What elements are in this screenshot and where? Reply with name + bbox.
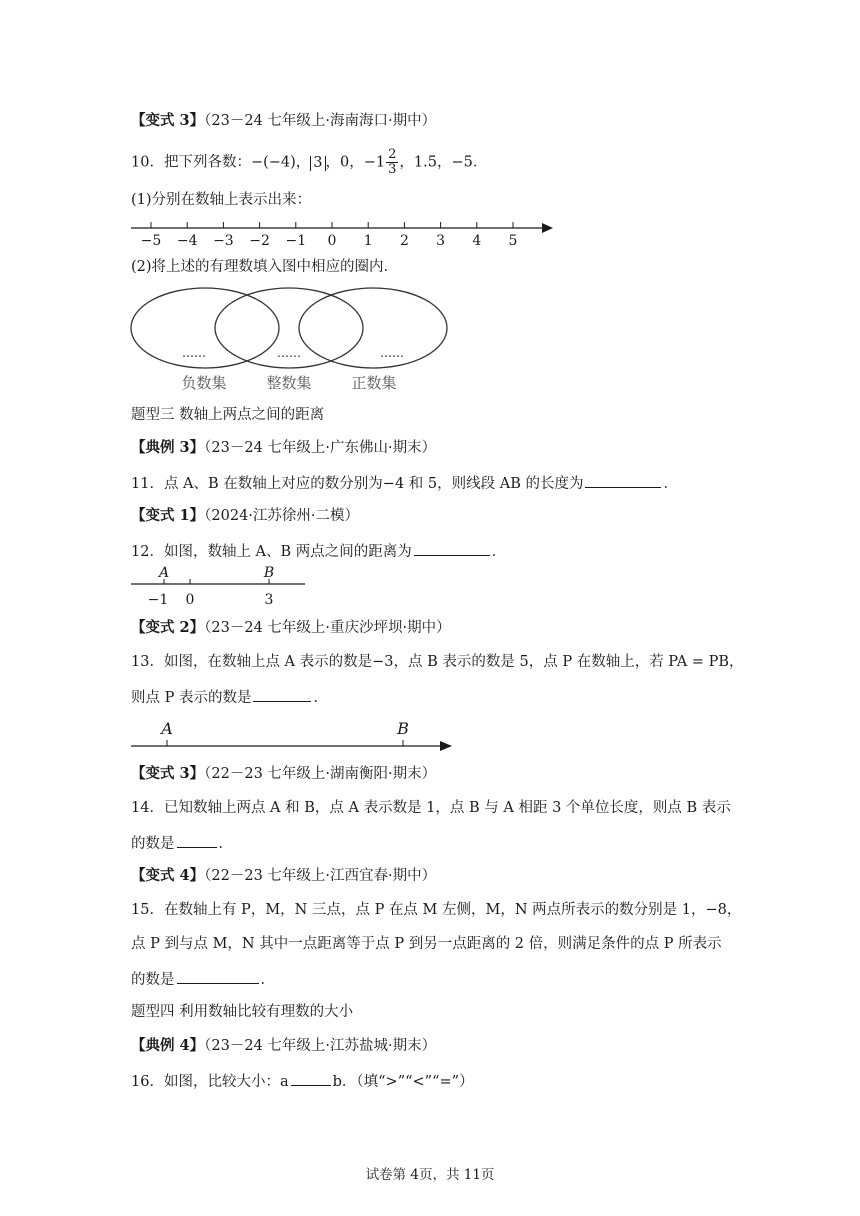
q13-question-line2: 则点 P 表示的数是 ． — [131, 686, 328, 708]
mixed-number-whole: −1 — [363, 154, 386, 171]
source-note: （22－23 七年级上·湖南衡阳·期末） — [204, 766, 437, 782]
tick-label: −1 — [285, 233, 307, 249]
positive-set-dots: …… — [380, 346, 404, 360]
number-abs-3: 3 — [310, 156, 325, 171]
source-note: （2024·江苏徐州·二模） — [204, 508, 360, 524]
point-b-label: B — [397, 719, 409, 738]
tick-label: −5 — [140, 233, 162, 249]
variant-tag: 【变式 1】 — [131, 507, 205, 524]
negative-set-ellipse — [131, 288, 279, 368]
tick-label: 5 — [508, 233, 518, 249]
point-b-label: B — [263, 565, 275, 581]
positive-set-ellipse — [299, 288, 447, 368]
mixed-number-fraction — [386, 148, 398, 177]
q14-question-line2: 的数是 ． — [131, 832, 233, 854]
negative-set-dots: …… — [182, 346, 206, 360]
q14-header — [131, 764, 436, 784]
tick-label: 0 — [327, 233, 337, 249]
q10-question: 10．把下列各数：−(−4)， 3 ，0，−1 $\frac{2}{3}$ ，1.5，−5． — [131, 147, 488, 177]
answer-blank[interactable] — [291, 1070, 331, 1086]
q16-question: 16．如图，比较大小：a b．（填“>”“<”“=”） — [131, 1070, 474, 1092]
example-tag: 【典例 3】 — [131, 439, 205, 456]
q10-part1: (1)分别在数轴上表示出来： — [131, 192, 312, 208]
answer-blank[interactable] — [414, 540, 490, 556]
q13-question-line1: 13．如图，在数轴上点 A 表示的数是−3，点 B 表示的数是 5，点 P 在数轴上，若 PA = PB， — [131, 654, 744, 670]
integer-set-ellipse — [215, 288, 363, 368]
q15-question-line1: 15．在数轴上有 P，M，N 三点，点 P 在点 M 左侧，M，N 两点所表示的数分别是 1，−8， — [131, 902, 742, 918]
q15-header — [131, 866, 436, 886]
tick-label: 3 — [264, 592, 274, 608]
variant-tag: 【变式 3】 — [131, 112, 205, 129]
integer-set-dots: …… — [277, 346, 301, 360]
tick-label: −3 — [213, 233, 234, 249]
q15-question-line2: 点 P 到与点 M，N 其中一点距离等于点 P 到另一点距离的 2 倍，则满足条件的点 P 所表示 — [131, 936, 722, 952]
section-heading-3: 题型三 数轴上两点之间的距离 — [131, 407, 325, 423]
number-zero: 0 — [340, 154, 350, 171]
tick-label: 3 — [436, 233, 446, 249]
source-note: （22－23 七年级上·江西宜春·期中） — [204, 868, 437, 884]
variant-tag: 【变式 3】 — [131, 765, 205, 782]
source-note: （23－24 七年级上·广东佛山·期末） — [204, 440, 437, 456]
answer-blank[interactable] — [253, 686, 311, 702]
section-heading-4: 题型四 利用数轴比较有理数的大小 — [131, 1004, 354, 1020]
point-a-label: A — [158, 565, 170, 581]
source-note: （23－24 七年级上·重庆沙坪坝·期中） — [204, 620, 451, 636]
positive-set-label: 正数集 — [351, 374, 397, 392]
negative-set-label: 负数集 — [181, 374, 227, 392]
tick-label: 1 — [363, 233, 373, 249]
point-a-label: A — [161, 719, 173, 738]
fraction-numerator: 2 — [388, 147, 397, 162]
tick-label: 2 — [399, 233, 409, 249]
tick-label: −1 — [147, 592, 169, 608]
variant-tag: 【变式 4】 — [131, 867, 205, 884]
q11-header — [131, 438, 436, 458]
q10-header — [131, 111, 436, 131]
q16-header — [131, 1036, 436, 1056]
variant-tag: 【变式 2】 — [131, 619, 205, 636]
page-footer: 试卷第 4页，共 11页 — [365, 1167, 495, 1183]
source-note: （23－24 七年级上·海南海口·期中） — [204, 113, 437, 129]
q12-header — [131, 506, 359, 526]
number-1-5: 1.5 — [413, 154, 437, 171]
q14-question-line1: 14．已知数轴上两点 A 和 B，点 A 表示数是 1，点 B 与 A 相距 3 个单位长度，则点 B 表示 — [131, 800, 731, 816]
answer-blank[interactable] — [177, 968, 259, 984]
q11-question: 11．点 A、B 在数轴上对应的数分别为−4 和 5，则线段 AB 的长度为 ． — [131, 472, 678, 494]
answer-blank[interactable] — [585, 472, 661, 488]
question-number: 10． — [131, 154, 164, 171]
tick-label: 4 — [472, 233, 482, 249]
answer-blank[interactable] — [177, 832, 217, 848]
source-note: （23－24 七年级上·江苏盐城·期末） — [204, 1038, 437, 1054]
number-neg-neg-4: −(−4) — [250, 154, 296, 171]
axis-arrow-icon — [440, 741, 452, 751]
q15-question-line3: 的数是 ． — [131, 968, 275, 990]
q12-question: 12．如图，数轴上 A、B 两点之间的距离为 ． — [131, 540, 506, 562]
axis-arrow-icon — [542, 223, 553, 233]
integer-set-label: 整数集 — [266, 374, 312, 392]
fraction-denominator: 3 — [388, 162, 397, 177]
example-tag: 【典例 4】 — [131, 1037, 205, 1054]
q10-part2: (2)将上述的有理数填入图中相应的圈内． — [131, 259, 399, 275]
q13-header — [131, 618, 451, 638]
tick-label: 0 — [185, 592, 195, 608]
question-prompt: 把下列各数： — [163, 154, 251, 171]
number-neg-5: −5 — [451, 154, 473, 171]
tick-label: −4 — [176, 233, 198, 249]
tick-label: −2 — [249, 233, 270, 249]
